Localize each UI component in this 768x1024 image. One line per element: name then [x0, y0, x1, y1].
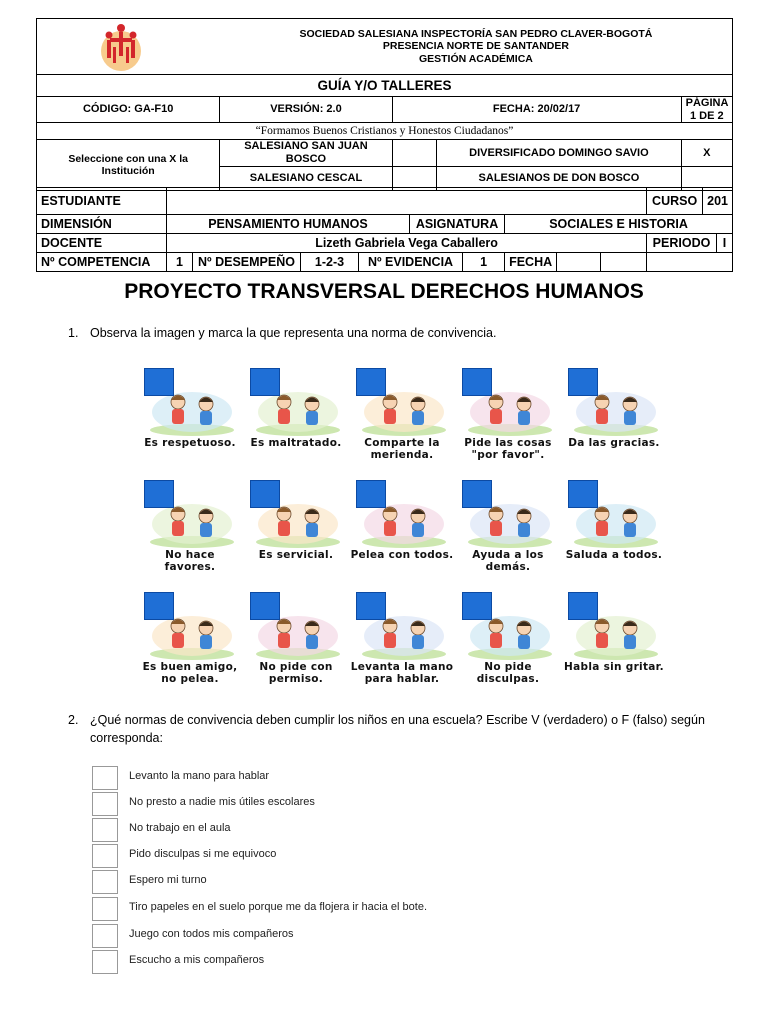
motto: “Formamos Buenos Cristianos y Honestos Ciudadanos” [37, 123, 733, 140]
answer-box[interactable] [92, 924, 118, 948]
dimension-label: DIMENSIÓN [37, 215, 167, 234]
checklist-statement: Espero mi turno [129, 874, 207, 886]
mark-checkbox[interactable] [250, 592, 280, 620]
checklist-statement: Juego con todos mis compañeros [129, 928, 294, 940]
question-1-text: Observa la imagen y marca la que representa una norma de convivencia. [90, 326, 497, 340]
date-label: FECHA [505, 253, 557, 272]
date-month[interactable] [601, 253, 647, 272]
question-2 [68, 711, 728, 747]
norm-card [456, 592, 560, 700]
teacher-value: Lizeth Gabriela Vega Caballero [167, 234, 647, 253]
competence-value: 1 [167, 253, 193, 272]
institution-2-mark[interactable]: X [681, 140, 732, 166]
norm-caption: Saluda a todos. [565, 549, 663, 561]
norm-caption: Ayuda a los demás. [472, 549, 544, 573]
checklist-statement: Pido disculpas si me equivoco [129, 848, 277, 860]
norm-card [138, 480, 242, 588]
answer-box[interactable] [92, 818, 118, 842]
salesian-logo [97, 21, 145, 73]
checklist-statement: No trabajo en el aula [129, 822, 231, 834]
checklist-item [92, 844, 552, 868]
norm-card [562, 368, 666, 476]
question-2-text: ¿Qué normas de convivencia deben cumplir los niños en una escuela? Escribe V (verdadero) o F (falso) según corresponda: [90, 713, 705, 746]
checklist-statement: Tiro papeles en el suelo porque me da flojera ir hacia el bote. [129, 901, 427, 913]
norm-card [562, 480, 666, 588]
question-1 [68, 324, 728, 342]
norm-card [562, 592, 666, 700]
norm-card [350, 368, 454, 476]
code-cell: CÓDIGO: GA-F10 [37, 97, 220, 123]
date-day[interactable] [557, 253, 601, 272]
org-line-2: PRESENCIA NORTE DE SANTANDER [382, 40, 569, 53]
mark-checkbox[interactable] [356, 480, 386, 508]
norm-card [138, 368, 242, 476]
institution-1-mark[interactable] [392, 140, 437, 166]
checklist-item [92, 870, 552, 894]
norm-card [350, 480, 454, 588]
mark-checkbox[interactable] [356, 368, 386, 396]
date-cell: FECHA: 20/02/17 [392, 97, 681, 123]
institution-1-name: SALESIANO SAN JUAN BOSCO [220, 140, 392, 166]
info-table [36, 187, 733, 272]
mark-checkbox[interactable] [568, 592, 598, 620]
dimension-value: PENSAMIENTO HUMANOS [167, 215, 410, 234]
subject-label: ASIGNATURA [409, 215, 504, 234]
norm-card [244, 592, 348, 700]
institution-select-label: Seleccione con una X la Institución [37, 140, 220, 190]
norm-card [244, 480, 348, 588]
period-label: PERIODO [647, 234, 717, 253]
page-cell: PÁGINA 1 DE 2 [681, 97, 732, 123]
institution-4-name: SALESIANOS DE DON BOSCO [437, 166, 681, 190]
norm-caption: Pelea con todos. [350, 549, 454, 561]
norm-caption: No pide con permiso. [259, 661, 333, 685]
student-value[interactable] [167, 188, 647, 215]
header-table [36, 18, 733, 191]
answer-box[interactable] [92, 870, 118, 894]
checklist-item [92, 766, 552, 790]
mark-checkbox[interactable] [144, 368, 174, 396]
performance-value: 1-2-3 [301, 253, 359, 272]
organization-cell [220, 19, 733, 75]
checklist-item [92, 818, 552, 842]
mark-checkbox[interactable] [568, 368, 598, 396]
institution-2-name: DIVERSIFICADO DOMINGO SAVIO [437, 140, 681, 166]
norm-caption: Levanta la mano para hablar. [350, 661, 454, 685]
answer-box[interactable] [92, 766, 118, 790]
answer-box[interactable] [92, 844, 118, 868]
norm-caption: Habla sin gritar. [564, 661, 664, 673]
mark-checkbox[interactable] [462, 368, 492, 396]
norm-caption: Comparte la merienda. [364, 437, 440, 461]
mark-checkbox[interactable] [568, 480, 598, 508]
performance-label: Nº DESEMPEÑO [193, 253, 301, 272]
checklist-statement: Levanto la mano para hablar [129, 770, 270, 782]
question-2-number: 2. [68, 713, 79, 727]
date-year[interactable] [647, 253, 733, 272]
mark-checkbox[interactable] [250, 368, 280, 396]
norm-card [244, 368, 348, 476]
norm-card [350, 592, 454, 700]
answer-box[interactable] [92, 950, 118, 974]
checklist-item [92, 950, 552, 974]
org-line-3: GESTIÓN ACADÉMICA [418, 52, 533, 65]
course-label: CURSO [647, 188, 703, 215]
mark-checkbox[interactable] [144, 592, 174, 620]
norm-caption: Da las gracias. [568, 437, 660, 449]
checklist-statement: No presto a nadie mis útiles escolares [129, 796, 315, 808]
checklist-item [92, 792, 552, 816]
course-value: 201 [703, 188, 733, 215]
norm-caption: Es servicial. [258, 549, 334, 561]
version-cell: VERSIÓN: 2.0 [220, 97, 392, 123]
norm-card [138, 592, 242, 700]
checklist-item [92, 924, 552, 948]
norm-caption: No hace favores. [164, 549, 216, 573]
norm-caption: Es buen amigo, no pelea. [142, 661, 238, 685]
answer-box[interactable] [92, 897, 118, 921]
competence-label: Nº COMPETENCIA [37, 253, 167, 272]
evidence-value: 1 [463, 253, 505, 272]
mark-checkbox[interactable] [144, 480, 174, 508]
checklist-statement: Escucho a mis compañeros [129, 954, 265, 966]
norm-caption: No pide disculpas. [476, 661, 540, 685]
norm-caption: Pide las cosas "por favor". [464, 437, 552, 461]
norm-caption: Es maltratado. [250, 437, 342, 449]
period-value: I [716, 234, 732, 253]
norm-caption: Es respetuoso. [144, 437, 236, 449]
norm-card [456, 480, 560, 588]
checklist-item [92, 897, 552, 921]
mark-checkbox[interactable] [356, 592, 386, 620]
mark-checkbox[interactable] [250, 480, 280, 508]
org-line-1: SOCIEDAD SALESIANA INSPECTORÍA SAN PEDRO CLAVER-BOGOTÁ [299, 28, 653, 41]
subject-value: SOCIALES E HISTORIA [505, 215, 733, 234]
guide-title: GUÍA Y/O TALLERES [37, 75, 733, 97]
answer-box[interactable] [92, 792, 118, 816]
question-1-number: 1. [68, 326, 79, 340]
mark-checkbox[interactable] [462, 480, 492, 508]
teacher-label: DOCENTE [37, 234, 167, 253]
student-label: ESTUDIANTE [37, 188, 167, 215]
institution-3-name: SALESIANO CESCAL [220, 166, 392, 190]
evidence-label: Nº EVIDENCIA [359, 253, 463, 272]
norms-illustration-grid [138, 368, 664, 700]
page-title: PROYECTO TRANSVERSAL DERECHOS HUMANOS [124, 280, 644, 303]
logo-cell [37, 19, 220, 75]
mark-checkbox[interactable] [462, 592, 492, 620]
norm-card [456, 368, 560, 476]
